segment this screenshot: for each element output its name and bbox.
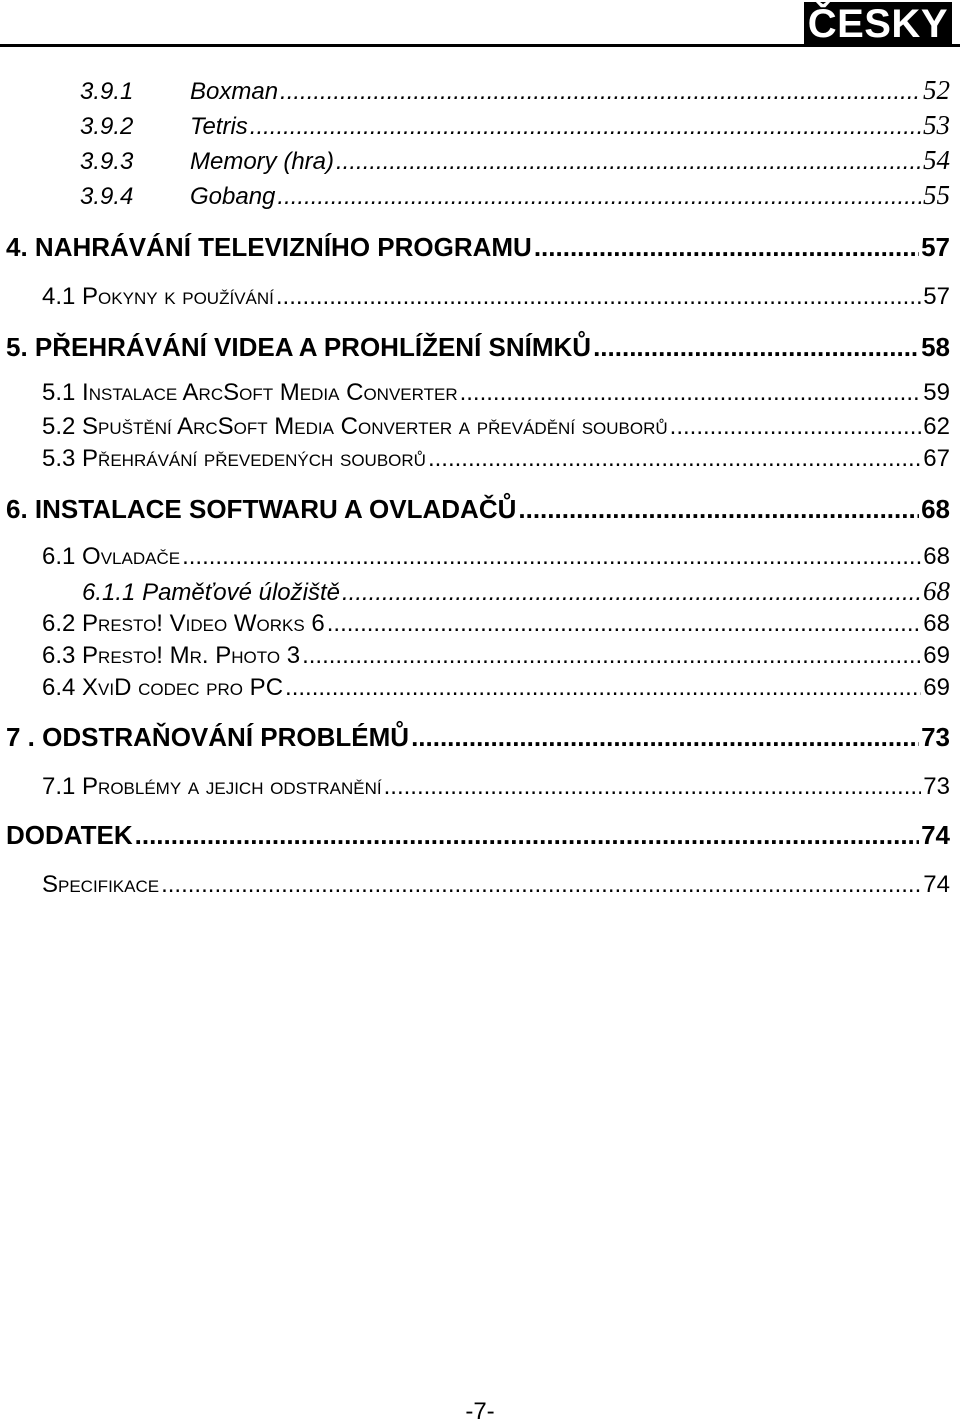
toc-leader [280, 78, 921, 106]
toc-page: 58 [921, 332, 950, 362]
toc-label: Přehrávání převedených souborů [82, 445, 426, 472]
toc-leader [302, 642, 921, 670]
toc-chapter[interactable] [6, 232, 950, 263]
toc-page: 74 [921, 820, 950, 850]
toc-entry[interactable] [80, 75, 950, 106]
toc-entry[interactable] [42, 413, 950, 441]
toc-number: 6.3 [42, 642, 76, 669]
toc-page: 73 [921, 722, 950, 752]
toc-number: 5. [6, 332, 28, 362]
toc-label: Specifikace [42, 871, 160, 898]
toc-leader [182, 543, 921, 571]
toc-label: NAHRÁVÁNÍ TELEVIZNÍHO PROGRAMU [34, 232, 532, 262]
toc-chapter[interactable] [6, 494, 950, 525]
toc-leader [277, 183, 921, 211]
toc-page: 55 [923, 180, 950, 210]
toc-leader [593, 332, 919, 363]
toc-leader [428, 445, 921, 473]
toc-number: 3.9.1 [80, 78, 134, 105]
toc-label: Presto! Video Works 6 [82, 610, 325, 637]
toc-page: 73 [923, 773, 950, 800]
toc-leader [534, 232, 919, 263]
toc-page: 68 [923, 610, 950, 637]
toc-number: 3.9.2 [80, 113, 134, 140]
toc-leader [285, 674, 921, 702]
toc-leader [411, 722, 919, 753]
toc-entry[interactable] [82, 576, 950, 607]
page-number: -7- [465, 1398, 495, 1425]
toc-leader [670, 413, 922, 441]
toc-number: 6. [6, 494, 28, 524]
toc-number: 6.1 [42, 543, 76, 570]
toc-label: Spuštění ArcSoft Media Converter a převádění souborů [82, 413, 668, 440]
toc-page: 52 [923, 75, 950, 105]
toc-entry[interactable] [42, 379, 950, 407]
toc-entry[interactable] [42, 642, 950, 670]
toc-entry[interactable] [42, 610, 950, 638]
toc-page: 67 [923, 445, 950, 472]
toc-page: 59 [923, 379, 950, 406]
toc-page: 68 [923, 543, 950, 570]
toc-leader [327, 610, 922, 638]
toc-number: 5.1 [42, 379, 76, 406]
toc-label: PŘEHRÁVÁNÍ VIDEA A PROHLÍŽENÍ SNÍMKŮ [34, 332, 592, 362]
toc-number: 7 . [6, 722, 35, 752]
toc-entry[interactable] [42, 773, 950, 801]
toc-leader [518, 494, 919, 525]
toc-page: 57 [923, 283, 950, 310]
toc-label: Boxman [190, 78, 279, 105]
toc-label: Memory (hra) [190, 148, 335, 175]
toc-leader [135, 820, 919, 851]
toc-label: XviD codec pro PC [82, 674, 284, 701]
toc-number: 4.1 [42, 283, 76, 310]
toc-number: 3.9.4 [80, 183, 134, 210]
toc-label: Paměťové úložiště [142, 579, 340, 606]
toc-number: 3.9.3 [80, 148, 134, 175]
toc-label: Presto! Mr. Photo 3 [82, 642, 301, 669]
toc-number: 5.2 [42, 413, 76, 440]
toc-page: 53 [923, 110, 950, 140]
toc-page: 54 [923, 145, 950, 175]
toc-entry[interactable] [42, 674, 950, 702]
toc-label: Instalace ArcSoft Media Converter [82, 379, 458, 406]
toc-chapter[interactable] [6, 332, 950, 363]
toc-number: 6.2 [42, 610, 76, 637]
toc-label: Pokyny k používání [82, 283, 274, 310]
toc-leader [336, 148, 921, 176]
toc-leader [342, 579, 921, 607]
toc-entry[interactable] [80, 110, 950, 141]
toc-label: DODATEK [6, 820, 133, 850]
toc-leader [276, 283, 921, 311]
toc-chapter[interactable] [6, 722, 950, 753]
toc-page: 68 [921, 494, 950, 524]
header-rule [0, 44, 960, 47]
toc-label: Ovladače [82, 543, 181, 570]
toc-number: 6.4 [42, 674, 76, 701]
toc-page: 62 [923, 413, 950, 440]
toc-number: 7.1 [42, 773, 76, 800]
toc-label: Gobang [190, 183, 276, 210]
toc-page: 57 [921, 232, 950, 262]
toc-number: 6.1.1 [82, 579, 136, 606]
toc-page: 69 [923, 642, 950, 669]
toc-entry[interactable] [42, 283, 950, 311]
toc-leader [161, 871, 921, 899]
toc-entry[interactable] [80, 145, 950, 176]
toc-entry[interactable] [80, 180, 950, 211]
toc-label: Problémy a jejich odstranění [82, 773, 382, 800]
language-badge: ČESKY [804, 2, 952, 46]
toc-page: 74 [923, 871, 950, 898]
toc-page: 69 [923, 674, 950, 701]
toc-entry[interactable] [42, 445, 950, 473]
toc-entry[interactable] [42, 871, 950, 899]
toc-label: INSTALACE SOFTWARU A OVLADAČŮ [34, 494, 517, 524]
toc-number: 5.3 [42, 445, 76, 472]
toc-entry[interactable] [42, 543, 950, 571]
toc-label: ODSTRAŇOVÁNÍ PROBLÉMŮ [42, 722, 410, 752]
toc-number: 4. [6, 232, 28, 262]
toc-label: Tetris [190, 113, 248, 140]
toc-page: 68 [923, 576, 950, 606]
toc-leader [460, 379, 922, 407]
toc-leader [384, 773, 922, 801]
toc-leader [250, 113, 921, 141]
toc-chapter[interactable] [6, 820, 950, 851]
